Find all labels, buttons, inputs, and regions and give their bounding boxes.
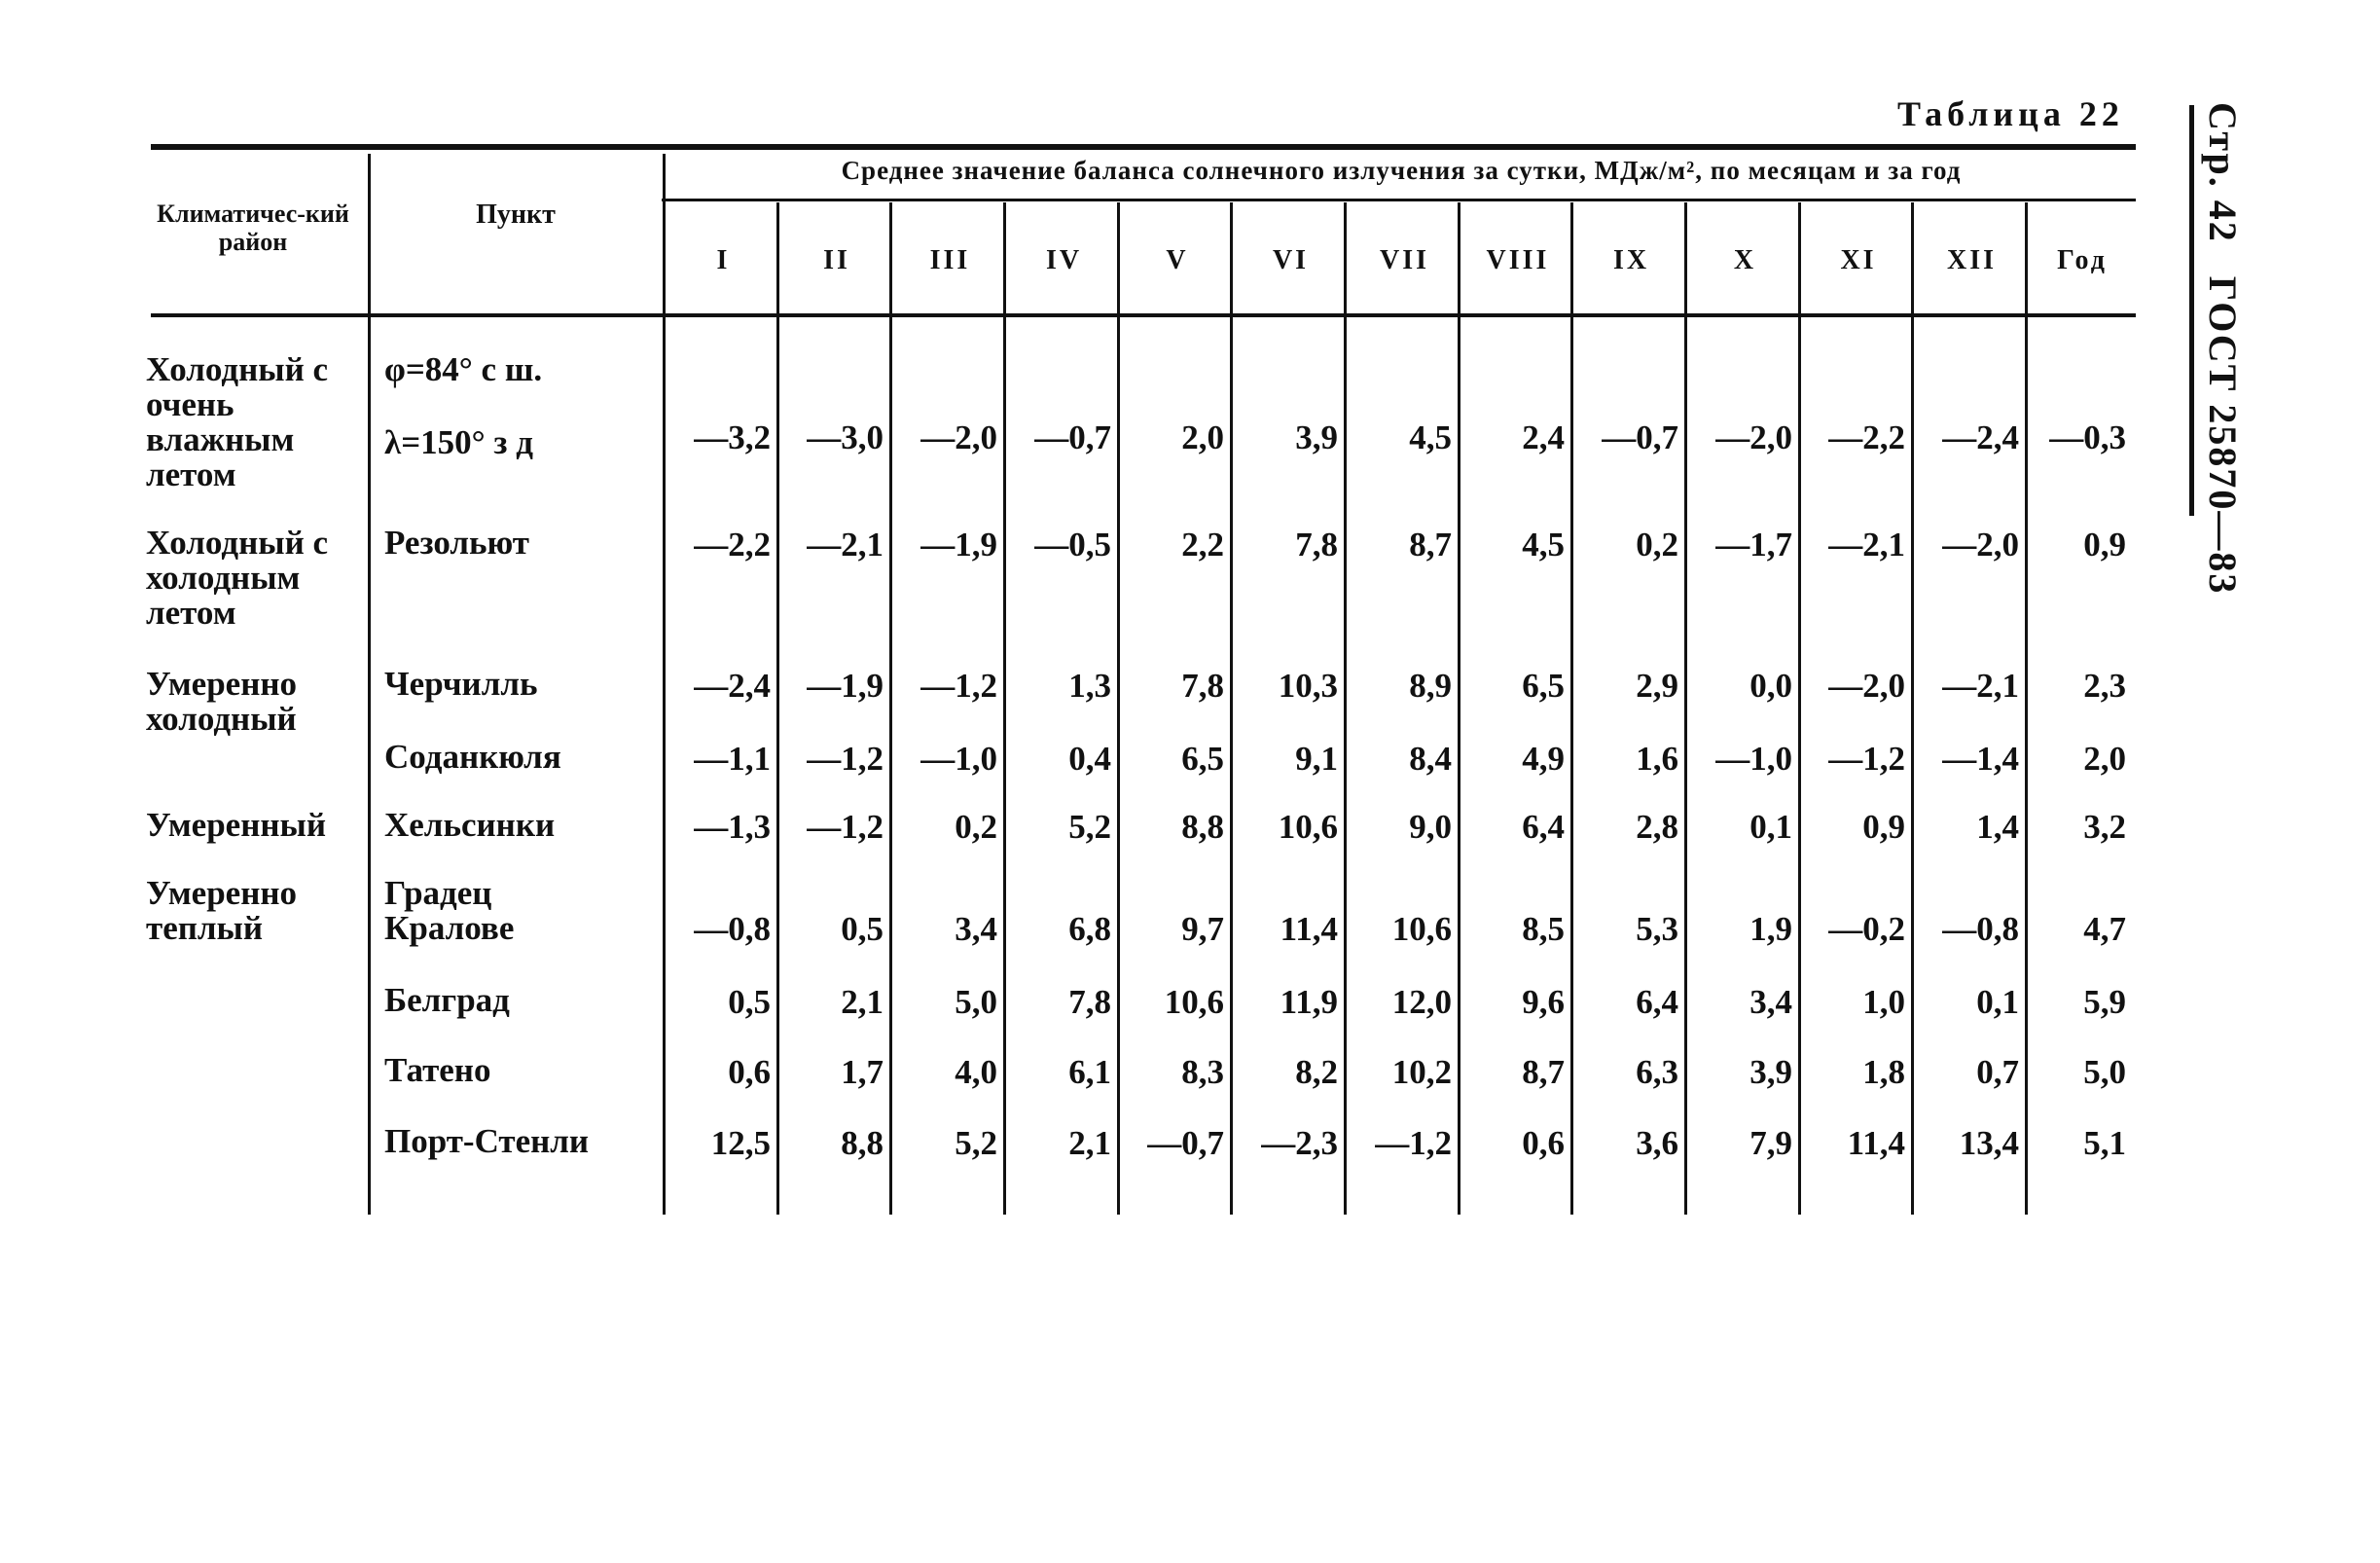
point-column-divider (368, 154, 371, 1215)
table-cell: 7,8 (1181, 667, 1224, 705)
table-cell: —1,0 (1715, 740, 1792, 778)
table-cell: 1,9 (1749, 910, 1792, 948)
header-month: III (929, 245, 971, 275)
table-cell: —1,2 (920, 667, 997, 705)
point-name: Соданкюля (384, 738, 561, 776)
table-cell: 0,7 (1976, 1053, 2019, 1091)
table-cell: 5,3 (1636, 910, 1678, 948)
header-point: Пункт (476, 200, 556, 230)
table-cell: 4,5 (1409, 418, 1452, 456)
table-cell: —3,0 (807, 418, 883, 456)
header-month: I (716, 245, 731, 275)
table-cell: 2,2 (1181, 526, 1224, 563)
table-cell: 9,0 (1409, 808, 1452, 846)
table-cell: —2,1 (807, 526, 883, 563)
table-cell: 8,2 (1295, 1053, 1338, 1091)
table-cell: 10,6 (1164, 983, 1224, 1021)
table-cell: —1,2 (807, 740, 883, 778)
point-name: Черчилль (384, 665, 538, 703)
table-cell: 11,4 (1847, 1124, 1905, 1162)
table-cell: 1,0 (1862, 983, 1905, 1021)
table-cell: 2,9 (1636, 667, 1678, 705)
table-cell: —0,3 (2049, 418, 2126, 456)
header-month: II (823, 245, 850, 275)
header-bottom-rule (151, 313, 2136, 317)
table-cell: —2,0 (1942, 526, 2019, 563)
table-cell: —3,2 (694, 418, 771, 456)
table-cell: 8,5 (1522, 910, 1565, 948)
standard-number: ГОСТ 25870—83 (2201, 275, 2245, 596)
header-month: VI (1272, 245, 1310, 275)
table-cell: 4,5 (1522, 526, 1565, 563)
point-name: φ=84° с ш. (384, 350, 543, 388)
table-cell: 0,2 (1636, 526, 1678, 563)
table-cell: 9,6 (1522, 983, 1565, 1021)
table-cell: 13,4 (1959, 1124, 2019, 1162)
table-cell: 10,3 (1278, 667, 1338, 705)
table-cell: 0,1 (1976, 983, 2019, 1021)
table-cell: —0,8 (694, 910, 771, 948)
table-cell: 2,0 (2083, 740, 2126, 778)
table-cell: —1,2 (1828, 740, 1905, 778)
header-month: V (1166, 245, 1189, 275)
table-cell: 6,5 (1181, 740, 1224, 778)
table-cell: —0,8 (1942, 910, 2019, 948)
table-cell: 9,1 (1295, 740, 1338, 778)
table-cell: —1,4 (1942, 740, 2019, 778)
table-cell: 1,8 (1862, 1053, 1905, 1091)
table-cell: 0,5 (728, 983, 771, 1021)
table-cell: —1,9 (807, 667, 883, 705)
point-name: Белград (384, 981, 510, 1019)
header-month: XII (1946, 245, 1997, 275)
table-cell: 0,6 (1522, 1124, 1565, 1162)
header-month: Год (2057, 245, 2108, 275)
table-cell: 3,4 (1749, 983, 1792, 1021)
table-cell: 10,6 (1278, 808, 1338, 846)
table-cell: 5,2 (1068, 808, 1111, 846)
table-cell: —2,0 (920, 418, 997, 456)
table-caption: Таблица 22 (1897, 94, 2124, 133)
table-cell: —2,2 (694, 526, 771, 563)
header-month: VII (1379, 245, 1429, 275)
table-cell: —1,1 (694, 740, 771, 778)
table-cell: 3,4 (955, 910, 997, 948)
point-name: Резольют (384, 524, 529, 562)
table-cell: 6,1 (1068, 1053, 1111, 1091)
table-cell: —2,0 (1715, 418, 1792, 456)
point-name: Градец (384, 874, 492, 912)
table-cell: —1,2 (807, 808, 883, 846)
table-cell: 1,6 (1636, 740, 1678, 778)
table-cell: 0,1 (1749, 808, 1792, 846)
side-header (2189, 102, 2248, 596)
table-cell: 0,2 (955, 808, 997, 846)
header-month: XI (1840, 245, 1877, 275)
table-cell: 5,9 (2083, 983, 2126, 1021)
table-cell: 5,1 (2083, 1124, 2126, 1162)
table-cell: 1,3 (1068, 667, 1111, 705)
table-cell: —2,1 (1942, 667, 2019, 705)
table-cell: 4,9 (1522, 740, 1565, 778)
table-cell: 6,8 (1068, 910, 1111, 948)
point-name: Татено (384, 1051, 491, 1089)
table-cell: 0,9 (1862, 808, 1905, 846)
table-cell: 4,7 (2083, 910, 2126, 948)
table-cell: 3,9 (1749, 1053, 1792, 1091)
table-cell: 0,4 (1068, 740, 1111, 778)
table-cell: 2,3 (2083, 667, 2126, 705)
table-cell: 12,0 (1391, 983, 1452, 1021)
table-cell: 4,0 (955, 1053, 997, 1091)
table-cell: —1,0 (920, 740, 997, 778)
table-cell: —2,4 (694, 667, 771, 705)
table-cell: 3,6 (1636, 1124, 1678, 1162)
table-cell: 6,3 (1636, 1053, 1678, 1091)
table-cell: 8,8 (1181, 808, 1224, 846)
table-cell: —0,7 (1034, 418, 1111, 456)
header-group: Среднее значение баланса солнечного излучения за сутки, МДж/м², по месяцам и за год (841, 156, 1962, 185)
table-cell: —1,3 (694, 808, 771, 846)
point-name: λ=150° з д (384, 423, 533, 461)
table-cell: —2,2 (1828, 418, 1905, 456)
header-month: X (1733, 245, 1757, 275)
table-cell: 10,6 (1391, 910, 1452, 948)
table-cell: 5,0 (955, 983, 997, 1021)
table-cell: 2,8 (1636, 808, 1678, 846)
climate-region: Холодный с очень влажным летом (146, 350, 329, 493)
climate-region: Умеренно холодный (146, 665, 298, 738)
table-cell: 9,7 (1181, 910, 1224, 948)
table-cell: 10,2 (1391, 1053, 1452, 1091)
table-cell: 3,9 (1295, 418, 1338, 456)
table-cell: 0,9 (2083, 526, 2126, 563)
header-climate: Климатичес-кий район (157, 200, 349, 256)
table-cell: —1,2 (1375, 1124, 1452, 1162)
point-name: Порт-Стенли (384, 1122, 590, 1160)
table-cell: 2,1 (1068, 1124, 1111, 1162)
table-cell: 5,0 (2083, 1053, 2126, 1091)
header-group-rule (662, 199, 2136, 201)
table-cell: 8,4 (1409, 740, 1452, 778)
table-cell: 6,4 (1522, 808, 1565, 846)
table-cell: —2,4 (1942, 418, 2019, 456)
table-cell: 2,4 (1522, 418, 1565, 456)
table-cell: —2,1 (1828, 526, 1905, 563)
table-cell: 0,6 (728, 1053, 771, 1091)
table-cell: 8,9 (1409, 667, 1452, 705)
table-cell: 0,5 (841, 910, 883, 948)
table-cell: —1,9 (920, 526, 997, 563)
header-month: IX (1612, 245, 1650, 275)
table-cell: 3,2 (2083, 808, 2126, 846)
table-cell: 11,4 (1280, 910, 1338, 948)
table-cell: 6,4 (1636, 983, 1678, 1021)
table-top-rule (151, 144, 2136, 150)
table-cell: 1,7 (841, 1053, 883, 1091)
table-cell: —0,5 (1034, 526, 1111, 563)
table-cell: 8,8 (841, 1124, 883, 1162)
table-cell: 0,0 (1749, 667, 1792, 705)
table-cell: —0,7 (1602, 418, 1678, 456)
table-cell: 11,9 (1280, 983, 1338, 1021)
table-cell: 2,0 (1181, 418, 1224, 456)
point-name: Хельсинки (384, 806, 556, 844)
table-cell: 7,8 (1068, 983, 1111, 1021)
climate-region: Холодный с холодным летом (146, 524, 329, 632)
table-cell: —1,7 (1715, 526, 1792, 563)
climate-region: Умеренно теплый (146, 874, 298, 947)
page-number: Стр. 42 (2201, 102, 2245, 243)
table-cell: 7,9 (1749, 1124, 1792, 1162)
table-cell: 5,2 (955, 1124, 997, 1162)
table-cell: 6,5 (1522, 667, 1565, 705)
header-month: IV (1045, 245, 1083, 275)
table-cell: 7,8 (1295, 526, 1338, 563)
climate-region: Умеренный (146, 806, 327, 844)
table-cell: 8,7 (1522, 1053, 1565, 1091)
table-cell: —0,2 (1828, 910, 1905, 948)
header-month: VIII (1486, 245, 1550, 275)
table-cell: —0,7 (1147, 1124, 1224, 1162)
table-cell: 12,5 (710, 1124, 771, 1162)
table-cell: —2,3 (1261, 1124, 1338, 1162)
table-cell: —2,0 (1828, 667, 1905, 705)
table-cell: 8,3 (1181, 1053, 1224, 1091)
point-name: Кралове (384, 909, 515, 947)
table-cell: 1,4 (1976, 808, 2019, 846)
table-cell: 2,1 (841, 983, 883, 1021)
table-cell: 8,7 (1409, 526, 1452, 563)
